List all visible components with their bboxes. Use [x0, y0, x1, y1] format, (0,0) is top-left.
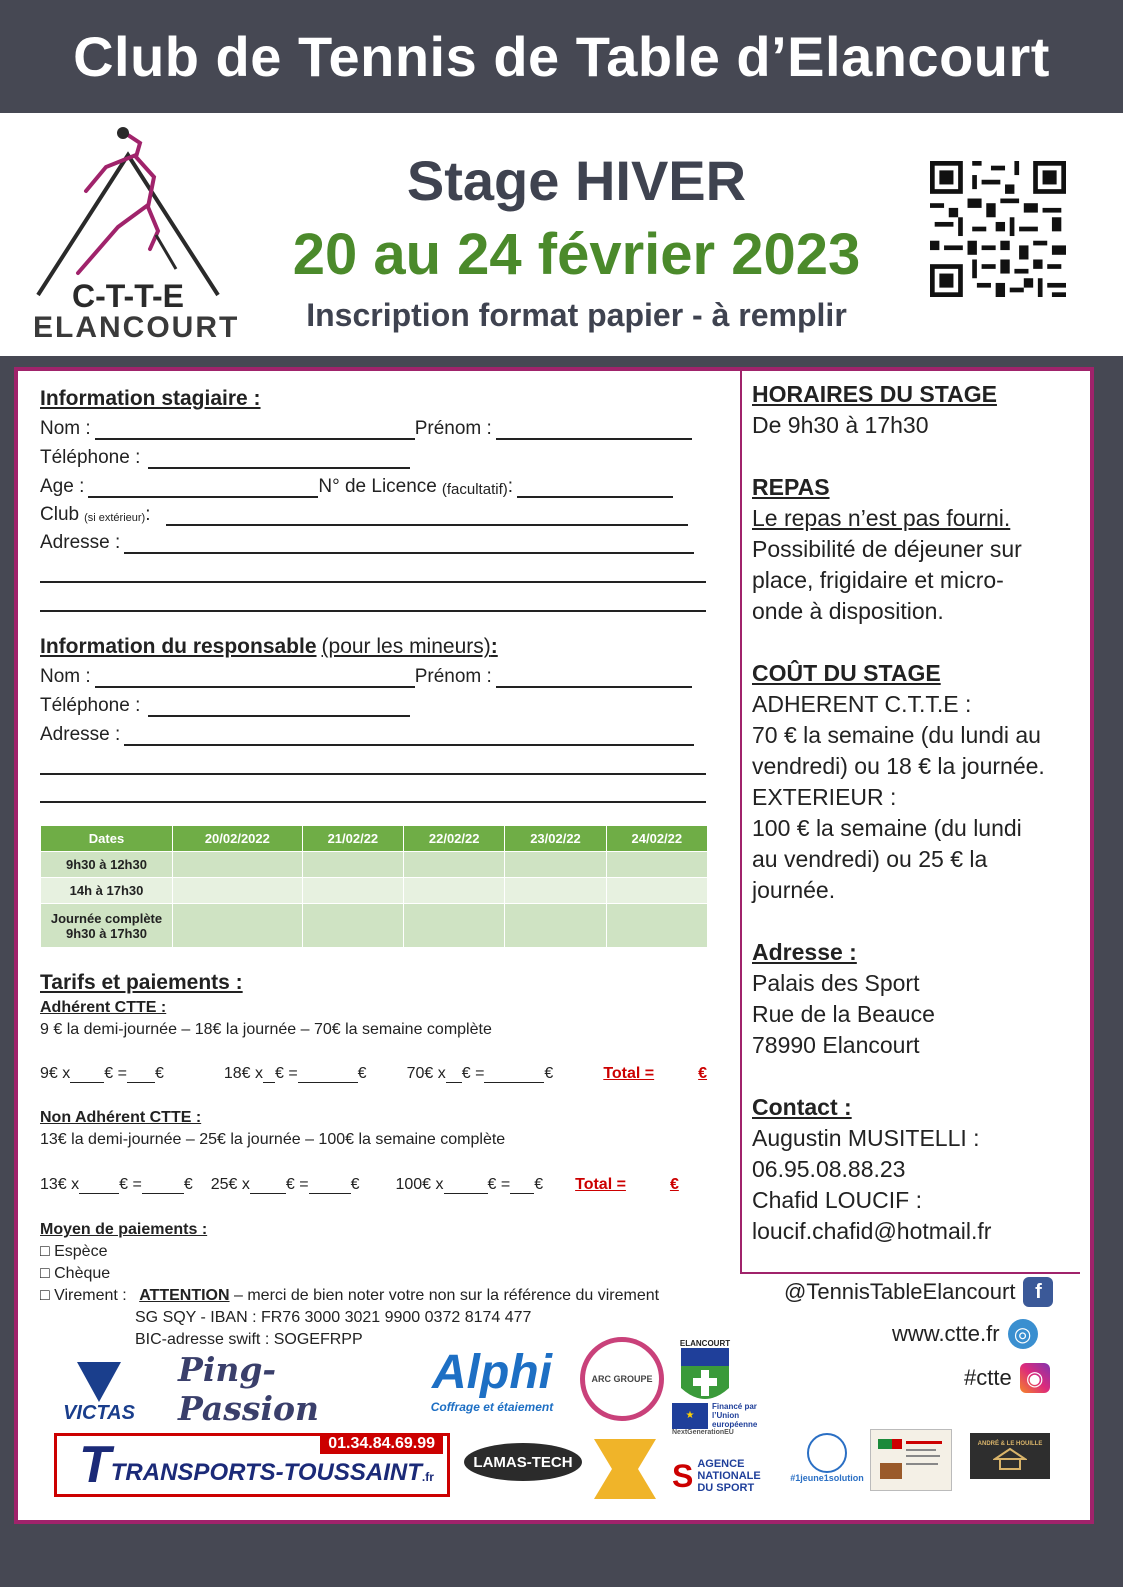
responsable-heading-row [40, 633, 498, 659]
schedule-header-row [41, 826, 708, 852]
main-panel [14, 367, 1094, 1524]
telephone-row [40, 443, 410, 469]
elancourt-crest-text: ELANCOURT [679, 1339, 731, 1348]
adresse-field-3[interactable] [40, 592, 706, 612]
calc-input[interactable] [263, 1065, 275, 1083]
jeune-solution-logo [786, 1423, 868, 1493]
tarifs-title: Tarifs et paiements : [40, 971, 243, 994]
aep-logo [594, 1439, 656, 1499]
adresse-line-3: 78990 Elancourt [752, 1032, 920, 1058]
schedule-cell[interactable] [404, 904, 505, 948]
calc-label: € [350, 1176, 360, 1193]
schedule-cell[interactable] [173, 852, 303, 878]
stagiaire-heading-row [40, 385, 261, 411]
calc-input[interactable] [444, 1176, 488, 1194]
adresse-field[interactable] [124, 534, 694, 554]
victas-text: VICTAS [63, 1401, 135, 1424]
resp-telephone-label: Téléphone : [40, 695, 141, 716]
schedule-cell[interactable] [404, 852, 505, 878]
resp-prenom-field[interactable] [496, 668, 692, 688]
website-url: www.ctte.fr [892, 1321, 1000, 1346]
cout-line-3: vendredi) ou 18 € la journée. [752, 753, 1045, 779]
calc-label: 100€ x [395, 1176, 444, 1193]
resp-telephone-field[interactable] [148, 697, 410, 717]
responsable-note: (pour les mineurs) [321, 635, 491, 658]
non-adherent-total[interactable] [575, 1176, 679, 1194]
eu-flag-icon: ★ [672, 1403, 708, 1429]
non-adherent-calc-row [40, 1176, 679, 1194]
calc-label: 13€ x [40, 1176, 80, 1193]
jeune-badge-icon [807, 1433, 847, 1473]
club-note: (si extérieur) [84, 512, 146, 524]
cout-line-4: EXTERIEUR : [752, 784, 897, 810]
schedule-header-day3: 22/02/22 [404, 826, 505, 852]
schedule-table [40, 825, 708, 948]
adherent-prices: 9 € la demi-journée – 18€ la journée – 70€ la semaine complète [40, 1021, 492, 1038]
pay-cheque-checkbox[interactable]: □ Chèque [40, 1265, 111, 1282]
calc-label: € = [274, 1065, 298, 1082]
alphi-text: Alphi [432, 1345, 552, 1399]
schedule-cell[interactable] [302, 878, 403, 904]
cout-line-7: journée. [752, 877, 836, 903]
transports-phone: 01.34.84.69.99 [320, 1434, 443, 1454]
calc-label: € = [285, 1176, 309, 1193]
calc-label: € [534, 1176, 544, 1193]
club-field[interactable] [166, 506, 688, 526]
repas-line-3: place, frigidaire et micro- [752, 567, 1004, 593]
licence-label: N° de Licence [318, 476, 437, 497]
transports-fr: .fr [421, 1470, 434, 1484]
age-label: Age : [40, 476, 85, 497]
restaurant-flyer [870, 1429, 952, 1491]
horaires-text: De 9h30 à 17h30 [752, 412, 929, 438]
calc-label: € [183, 1176, 193, 1193]
schedule-header-day1: 20/02/2022 [173, 826, 303, 852]
resp-nom-field[interactable] [95, 668, 415, 688]
qr-code[interactable] [930, 161, 1066, 297]
instagram-icon: ◉ [1020, 1363, 1050, 1393]
nom-row [40, 414, 692, 440]
globe-icon: ◎ [1008, 1319, 1038, 1349]
adherent-title: Adhérent CTTE : [40, 999, 167, 1016]
schedule-cell[interactable] [173, 878, 303, 904]
calc-input[interactable] [142, 1176, 184, 1194]
adresse-title: Adresse : [752, 939, 857, 965]
fullday-hours: 9h30 à 17h30 [66, 925, 147, 941]
resp-prenom-label: Prénom : [414, 666, 492, 687]
calc-label: 25€ x [210, 1176, 250, 1193]
jeune-text: #1jeune1solution [790, 1473, 864, 1483]
eu-logo [672, 1389, 792, 1449]
calc-label: € = [104, 1065, 127, 1082]
hashtag: #ctte [964, 1365, 1012, 1390]
prenom-field[interactable] [496, 420, 692, 440]
repas-title: REPAS [752, 474, 830, 500]
schedule-header-day2: 21/02/22 [302, 826, 403, 852]
contact-line-3: Chafid LOUCIF : [752, 1187, 922, 1213]
schedule-row-afternoon [41, 878, 708, 904]
alphi-logo [422, 1339, 562, 1419]
licence-colon: : [507, 476, 514, 497]
club-row [40, 500, 688, 526]
age-field[interactable] [88, 478, 318, 498]
facebook-icon: f [1023, 1277, 1053, 1307]
calc-label: € = [461, 1065, 485, 1082]
cout-line-6: au vendredi) ou 25 € la [752, 846, 988, 872]
calc-label: € = [487, 1176, 511, 1193]
bic: BIC-adresse swift : SOGEFRPP [135, 1331, 363, 1348]
schedule-row-label: 14h à 17h30 [41, 878, 173, 904]
adresse-line-2: Rue de la Beauce [752, 1001, 935, 1027]
cout-line-2: 70 € la semaine (du lundi au [752, 722, 1041, 748]
responsable-title: Information du responsable [40, 635, 317, 658]
cout-line-1: ADHERENT C.T.T.E : [752, 691, 972, 717]
non-adherent-title: Non Adhérent CTTE : [40, 1109, 202, 1126]
facebook-handle: @TennisTableElancourt [784, 1279, 1016, 1304]
eu-text: Financé par l’Union européenne [712, 1402, 758, 1429]
schedule-cell[interactable] [173, 904, 303, 948]
pingpassion-logo: Ping-Passion [178, 1350, 320, 1428]
club-label: Club [40, 504, 80, 525]
schedule-cell[interactable] [505, 878, 606, 904]
attention-label: ATTENTION [139, 1287, 230, 1304]
telephone-field[interactable] [148, 449, 410, 469]
calc-label: 70€ x [406, 1065, 446, 1082]
calc-label: € [544, 1065, 554, 1082]
schedule-cell[interactable] [606, 852, 707, 878]
logo-city: ELANCOURT [33, 311, 240, 344]
cout-line-5: 100 € la semaine (du lundi [752, 815, 1022, 841]
iban: SG SQY - IBAN : FR76 3000 3021 9900 0372 8174 477 [135, 1309, 532, 1326]
resp-adresse-row [40, 720, 694, 746]
schedule-cell[interactable] [505, 852, 606, 878]
repas-line-4: onde à disposition. [752, 598, 944, 624]
info-sidebar [740, 371, 1080, 1274]
transports-text: TRANSPORTS-TOUSSAINT [110, 1459, 422, 1486]
calc-label: € = [119, 1176, 142, 1193]
stage-title: Stage HIVER [406, 149, 747, 212]
resp-adresse-field-3[interactable] [40, 783, 706, 803]
total-unit: € [698, 1065, 708, 1082]
schedule-cell[interactable] [302, 904, 403, 948]
calc-input[interactable] [510, 1176, 534, 1194]
adresse-line-1: Palais des Sport [752, 970, 920, 996]
ans-3: DU SPORT [697, 1482, 755, 1494]
resp-nom-label: Nom : [40, 666, 91, 687]
stagiaire-title: Information stagiaire : [40, 387, 261, 410]
cout-title: COÛT DU STAGE [752, 660, 941, 686]
schedule-cell[interactable] [505, 904, 606, 948]
adresse-label: Adresse : [40, 532, 121, 553]
schedule-header-day5: 24/02/22 [606, 826, 707, 852]
resp-adresse-label: Adresse : [40, 724, 121, 745]
stage-subtitle: Inscription format papier - à remplir [306, 297, 847, 333]
licence-note: (facultatif) [441, 481, 508, 498]
age-row [40, 472, 673, 498]
pay-cash-checkbox[interactable]: □ Espèce [40, 1243, 108, 1260]
facebook-link[interactable] [784, 1277, 1053, 1307]
calc-input[interactable] [79, 1176, 119, 1194]
schedule-cell[interactable] [302, 852, 403, 878]
ans-logo [672, 1453, 776, 1499]
pay-transfer-checkbox[interactable]: □ Virement : [40, 1287, 127, 1304]
schedule-row-morning [41, 852, 708, 878]
adherent-calc-row [40, 1065, 707, 1083]
total-label: Total = [603, 1065, 655, 1082]
resp-adresse-field[interactable] [124, 726, 694, 746]
adresse-row [40, 528, 694, 554]
schedule-row-label: 9h30 à 12h30 [41, 852, 173, 878]
arc-groupe-logo: ARC GROUPE [580, 1337, 664, 1421]
calc-input[interactable] [298, 1065, 358, 1083]
lamas-tech-logo: LAMAS-TECH [464, 1443, 582, 1481]
calc-input[interactable] [70, 1065, 104, 1083]
nom-label: Nom : [40, 418, 91, 439]
payment-title: Moyen de paiements : [40, 1221, 208, 1238]
fullday-label: Journée complète [50, 910, 163, 926]
schedule-row-fullday [41, 904, 708, 948]
pay-transfer-row [40, 1287, 659, 1305]
nom-field[interactable] [95, 420, 415, 440]
non-adherent-prices: 13€ la demi-journée – 25€ la journée – 100€ la semaine complète [40, 1131, 506, 1148]
contact-line-1: Augustin MUSITELLI : [752, 1125, 980, 1151]
schedule-cell[interactable] [606, 904, 707, 948]
prenom-label: Prénom : [414, 418, 492, 439]
calc-input[interactable] [250, 1176, 286, 1194]
eu-sub: NextGenerationEU [672, 1429, 734, 1436]
calc-input[interactable] [309, 1176, 351, 1194]
resp-adresse-field-2[interactable] [40, 755, 706, 775]
horaires-title: HORAIRES DU STAGE [752, 381, 997, 407]
alphi-sub: Coffrage et étaiement [430, 1399, 554, 1414]
schedule-header-dates: Dates [41, 826, 173, 852]
resp-telephone-row [40, 691, 410, 717]
contact-title: Contact : [752, 1094, 852, 1120]
repas-line-2: Possibilité de déjeuner sur [752, 536, 1022, 562]
ans-1: AGENCE [697, 1458, 745, 1470]
licence-field[interactable] [517, 478, 673, 498]
club-colon: : [145, 504, 151, 525]
calc-label: 18€ x [223, 1065, 263, 1082]
aep-icon [594, 1439, 656, 1499]
adresse-field-2[interactable] [40, 563, 706, 583]
ans-s-icon: S [672, 1457, 694, 1494]
calc-input[interactable] [127, 1065, 155, 1083]
calc-input[interactable] [446, 1065, 462, 1083]
andre-houille-logo [970, 1433, 1050, 1479]
total-label: Total = [575, 1176, 626, 1193]
resp-nom-row [40, 662, 692, 688]
ans-2: NATIONALE [697, 1470, 761, 1482]
stage-dates: 20 au 24 février 2023 [292, 222, 861, 287]
schedule-header-day4: 23/02/22 [505, 826, 606, 852]
adherent-total[interactable] [603, 1065, 707, 1083]
transports-toussaint-logo [54, 1433, 450, 1497]
title-bar [0, 0, 1123, 113]
calc-input[interactable] [484, 1065, 544, 1083]
flyer-icon [876, 1435, 946, 1485]
telephone-label: Téléphone : [40, 447, 141, 468]
sponsors [18, 1329, 1090, 1519]
calc-label: € [357, 1065, 367, 1082]
attention-text: – merci de bien noter votre non sur la référence du virement [229, 1287, 660, 1304]
contact-phone[interactable]: 06.95.08.88.23 [752, 1156, 906, 1182]
calc-label: 9€ x [40, 1065, 71, 1082]
schedule-cell[interactable] [404, 878, 505, 904]
andre-text: ANDRÉ & LE HOUILLE [977, 1441, 1043, 1447]
house-icon [993, 1447, 1027, 1471]
schedule-row-label [41, 904, 173, 948]
victas-v-icon [77, 1362, 121, 1402]
total-unit: € [669, 1176, 679, 1193]
calc-label: € [154, 1065, 164, 1082]
victas-logo [54, 1357, 144, 1429]
contact-email[interactable]: loucif.chafid@hotmail.fr [752, 1218, 992, 1244]
logo-text: C-T-T-E [72, 278, 184, 314]
header [0, 113, 1123, 356]
club-title: Club de Tennis de Table d’Elancourt [73, 25, 1050, 88]
schedule-cell[interactable] [606, 878, 707, 904]
transports-t-icon: T [79, 1436, 111, 1494]
responsable-colon: : [490, 635, 498, 658]
repas-line-1: Le repas n’est pas fourni. [752, 505, 1011, 531]
